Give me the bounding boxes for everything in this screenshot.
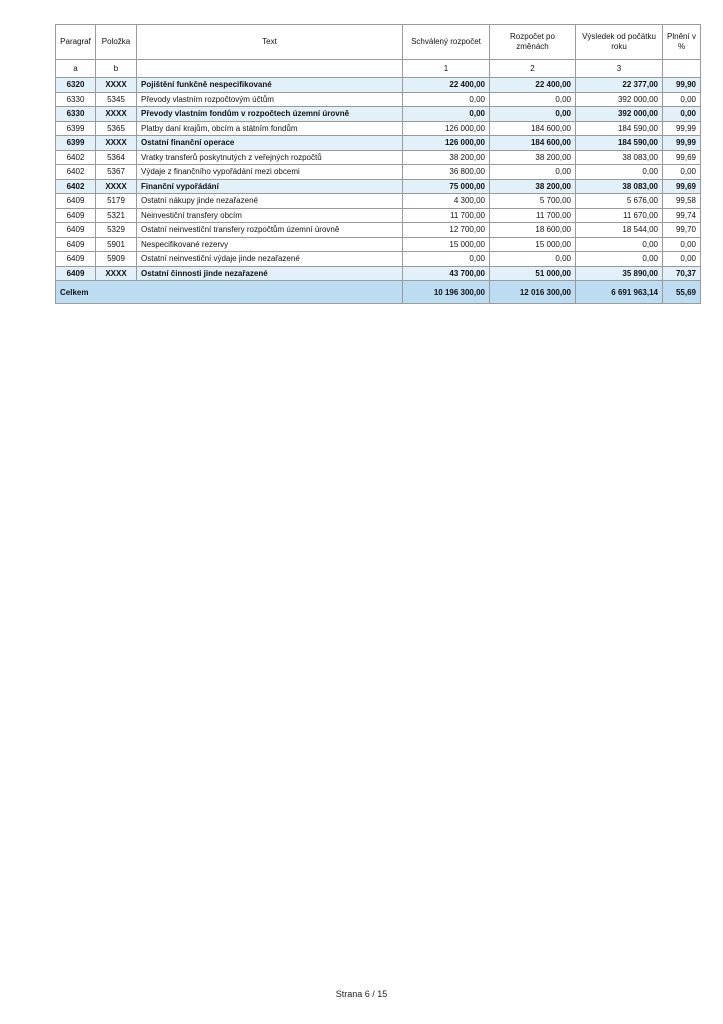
cell-polozka: 5365 [96, 121, 137, 136]
cell-polozka: XXXX [96, 107, 137, 122]
cell-vysledek: 0,00 [576, 252, 663, 267]
cell-paragraf: 6409 [56, 208, 96, 223]
cell-schvaleny: 4 300,00 [403, 194, 490, 209]
cell-vysledek: 184 590,00 [576, 136, 663, 151]
cell-vysledek: 38 083,00 [576, 150, 663, 165]
cell-po-zmenach: 0,00 [490, 252, 576, 267]
cell-polozka: 5367 [96, 165, 137, 180]
cell-vysledek: 392 000,00 [576, 92, 663, 107]
cell-text: Platby daní krajům, obcím a státním fondům [137, 121, 403, 136]
cell-po-zmenach: 11 700,00 [490, 208, 576, 223]
total-plneni: 55,69 [663, 281, 701, 304]
summary-row [56, 266, 701, 281]
cell-schvaleny: 38 200,00 [403, 150, 490, 165]
cell-text: Ostatní nákupy jinde nezařazené [137, 194, 403, 209]
header-schvaleny: Schválený rozpočet [403, 25, 490, 60]
cell-schvaleny: 11 700,00 [403, 208, 490, 223]
cell-plneni: 0,00 [663, 252, 701, 267]
cell-po-zmenach: 22 400,00 [490, 78, 576, 93]
cell-text: Ostatní neinvestiční transfery rozpočtům územní úrovně [137, 223, 403, 238]
header-vysledek: Výsledek od počátku roku [576, 25, 663, 60]
cell-polozka: XXXX [96, 266, 137, 281]
cell-po-zmenach: 184 600,00 [490, 136, 576, 151]
cell-polozka: 5179 [96, 194, 137, 209]
cell-po-zmenach: 18 600,00 [490, 223, 576, 238]
cell-text: Pojištění funkčně nespecifikované [137, 78, 403, 93]
cell-polozka: XXXX [96, 78, 137, 93]
budget-table [55, 24, 701, 304]
cell-vysledek: 0,00 [576, 237, 663, 252]
cell-plneni: 99,69 [663, 179, 701, 194]
cell-schvaleny: 126 000,00 [403, 136, 490, 151]
cell-polozka: 5345 [96, 92, 137, 107]
cell-text: Ostatní činnosti jinde nezařazené [137, 266, 403, 281]
table-row [56, 237, 701, 252]
cell-paragraf: 6330 [56, 107, 96, 122]
cell-vysledek: 0,00 [576, 165, 663, 180]
summary-row [56, 107, 701, 122]
cell-text: Ostatní neinvestiční výdaje jinde nezařazené [137, 252, 403, 267]
table-body [56, 78, 701, 304]
subheader-1: 1 [403, 60, 490, 78]
subheader-b: b [96, 60, 137, 78]
cell-plneni: 0,00 [663, 237, 701, 252]
cell-po-zmenach: 38 200,00 [490, 179, 576, 194]
cell-po-zmenach: 38 200,00 [490, 150, 576, 165]
cell-paragraf: 6330 [56, 92, 96, 107]
header-paragraf: Paragraf [56, 25, 96, 60]
header-row [56, 25, 701, 60]
table-row [56, 194, 701, 209]
cell-text: Nespecifikované rezervy [137, 237, 403, 252]
cell-po-zmenach: 0,00 [490, 92, 576, 107]
subheader-text [137, 60, 403, 78]
cell-plneni: 70,37 [663, 266, 701, 281]
table-row [56, 223, 701, 238]
total-label: Celkem [56, 281, 403, 304]
cell-text: Výdaje z finančního vypořádání mezi obcemi [137, 165, 403, 180]
cell-vysledek: 22 377,00 [576, 78, 663, 93]
cell-plneni: 99,70 [663, 223, 701, 238]
cell-vysledek: 35 890,00 [576, 266, 663, 281]
cell-schvaleny: 36 800,00 [403, 165, 490, 180]
total-row [56, 281, 701, 304]
cell-polozka: 5321 [96, 208, 137, 223]
subheader-a: a [56, 60, 96, 78]
table-row [56, 121, 701, 136]
cell-text: Převody vlastním rozpočtovým účtům [137, 92, 403, 107]
header-text: Text [137, 25, 403, 60]
table-row [56, 208, 701, 223]
header-polozka: Položka [96, 25, 137, 60]
cell-paragraf: 6320 [56, 78, 96, 93]
cell-vysledek: 38 083,00 [576, 179, 663, 194]
cell-paragraf: 6409 [56, 252, 96, 267]
header-plneni: Plnění v % [663, 25, 701, 60]
cell-schvaleny: 0,00 [403, 92, 490, 107]
cell-polozka: XXXX [96, 179, 137, 194]
page-number: Strana 6 / 15 [335, 989, 388, 999]
summary-row [56, 136, 701, 151]
table-row [56, 252, 701, 267]
summary-row [56, 78, 701, 93]
table-row [56, 165, 701, 180]
cell-paragraf: 6399 [56, 121, 96, 136]
cell-polozka: XXXX [96, 136, 137, 151]
cell-polozka: 5329 [96, 223, 137, 238]
cell-po-zmenach: 5 700,00 [490, 194, 576, 209]
total-po-zmenach: 12 016 300,00 [490, 281, 576, 304]
subheader-row [56, 60, 701, 78]
subheader-2: 2 [490, 60, 576, 78]
cell-polozka: 5909 [96, 252, 137, 267]
cell-po-zmenach: 0,00 [490, 165, 576, 180]
cell-plneni: 99,74 [663, 208, 701, 223]
cell-text: Vratky transferů poskytnutých z veřejných rozpočtů [137, 150, 403, 165]
header-po-zmenach: Rozpočet po změnách [490, 25, 576, 60]
cell-plneni: 99,58 [663, 194, 701, 209]
table-row [56, 92, 701, 107]
subheader-plneni [663, 60, 701, 78]
summary-row [56, 179, 701, 194]
cell-po-zmenach: 15 000,00 [490, 237, 576, 252]
total-schvaleny: 10 196 300,00 [403, 281, 490, 304]
cell-paragraf: 6409 [56, 237, 96, 252]
cell-text: Převody vlastním fondům v rozpočtech územní úrovně [137, 107, 403, 122]
cell-schvaleny: 0,00 [403, 252, 490, 267]
cell-schvaleny: 15 000,00 [403, 237, 490, 252]
cell-schvaleny: 126 000,00 [403, 121, 490, 136]
cell-schvaleny: 22 400,00 [403, 78, 490, 93]
cell-vysledek: 18 544,00 [576, 223, 663, 238]
cell-po-zmenach: 184 600,00 [490, 121, 576, 136]
cell-plneni: 99,69 [663, 150, 701, 165]
cell-schvaleny: 12 700,00 [403, 223, 490, 238]
cell-paragraf: 6399 [56, 136, 96, 151]
cell-plneni: 0,00 [663, 165, 701, 180]
cell-plneni: 0,00 [663, 92, 701, 107]
cell-po-zmenach: 0,00 [490, 107, 576, 122]
cell-text: Neinvestiční transfery obcím [137, 208, 403, 223]
cell-polozka: 5364 [96, 150, 137, 165]
total-vysledek: 6 691 963,14 [576, 281, 663, 304]
cell-text: Ostatní finanční operace [137, 136, 403, 151]
cell-paragraf: 6409 [56, 223, 96, 238]
cell-plneni: 99,99 [663, 121, 701, 136]
cell-vysledek: 5 676,00 [576, 194, 663, 209]
cell-paragraf: 6402 [56, 150, 96, 165]
cell-text: Finanční vypořádání [137, 179, 403, 194]
cell-po-zmenach: 51 000,00 [490, 266, 576, 281]
cell-paragraf: 6409 [56, 266, 96, 281]
cell-paragraf: 6402 [56, 179, 96, 194]
cell-schvaleny: 43 700,00 [403, 266, 490, 281]
cell-vysledek: 392 000,00 [576, 107, 663, 122]
subheader-3: 3 [576, 60, 663, 78]
cell-plneni: 99,99 [663, 136, 701, 151]
table-row [56, 150, 701, 165]
cell-schvaleny: 0,00 [403, 107, 490, 122]
cell-paragraf: 6402 [56, 165, 96, 180]
cell-plneni: 99,90 [663, 78, 701, 93]
cell-vysledek: 11 670,00 [576, 208, 663, 223]
cell-paragraf: 6409 [56, 194, 96, 209]
cell-plneni: 0,00 [663, 107, 701, 122]
cell-vysledek: 184 590,00 [576, 121, 663, 136]
cell-polozka: 5901 [96, 237, 137, 252]
cell-schvaleny: 75 000,00 [403, 179, 490, 194]
